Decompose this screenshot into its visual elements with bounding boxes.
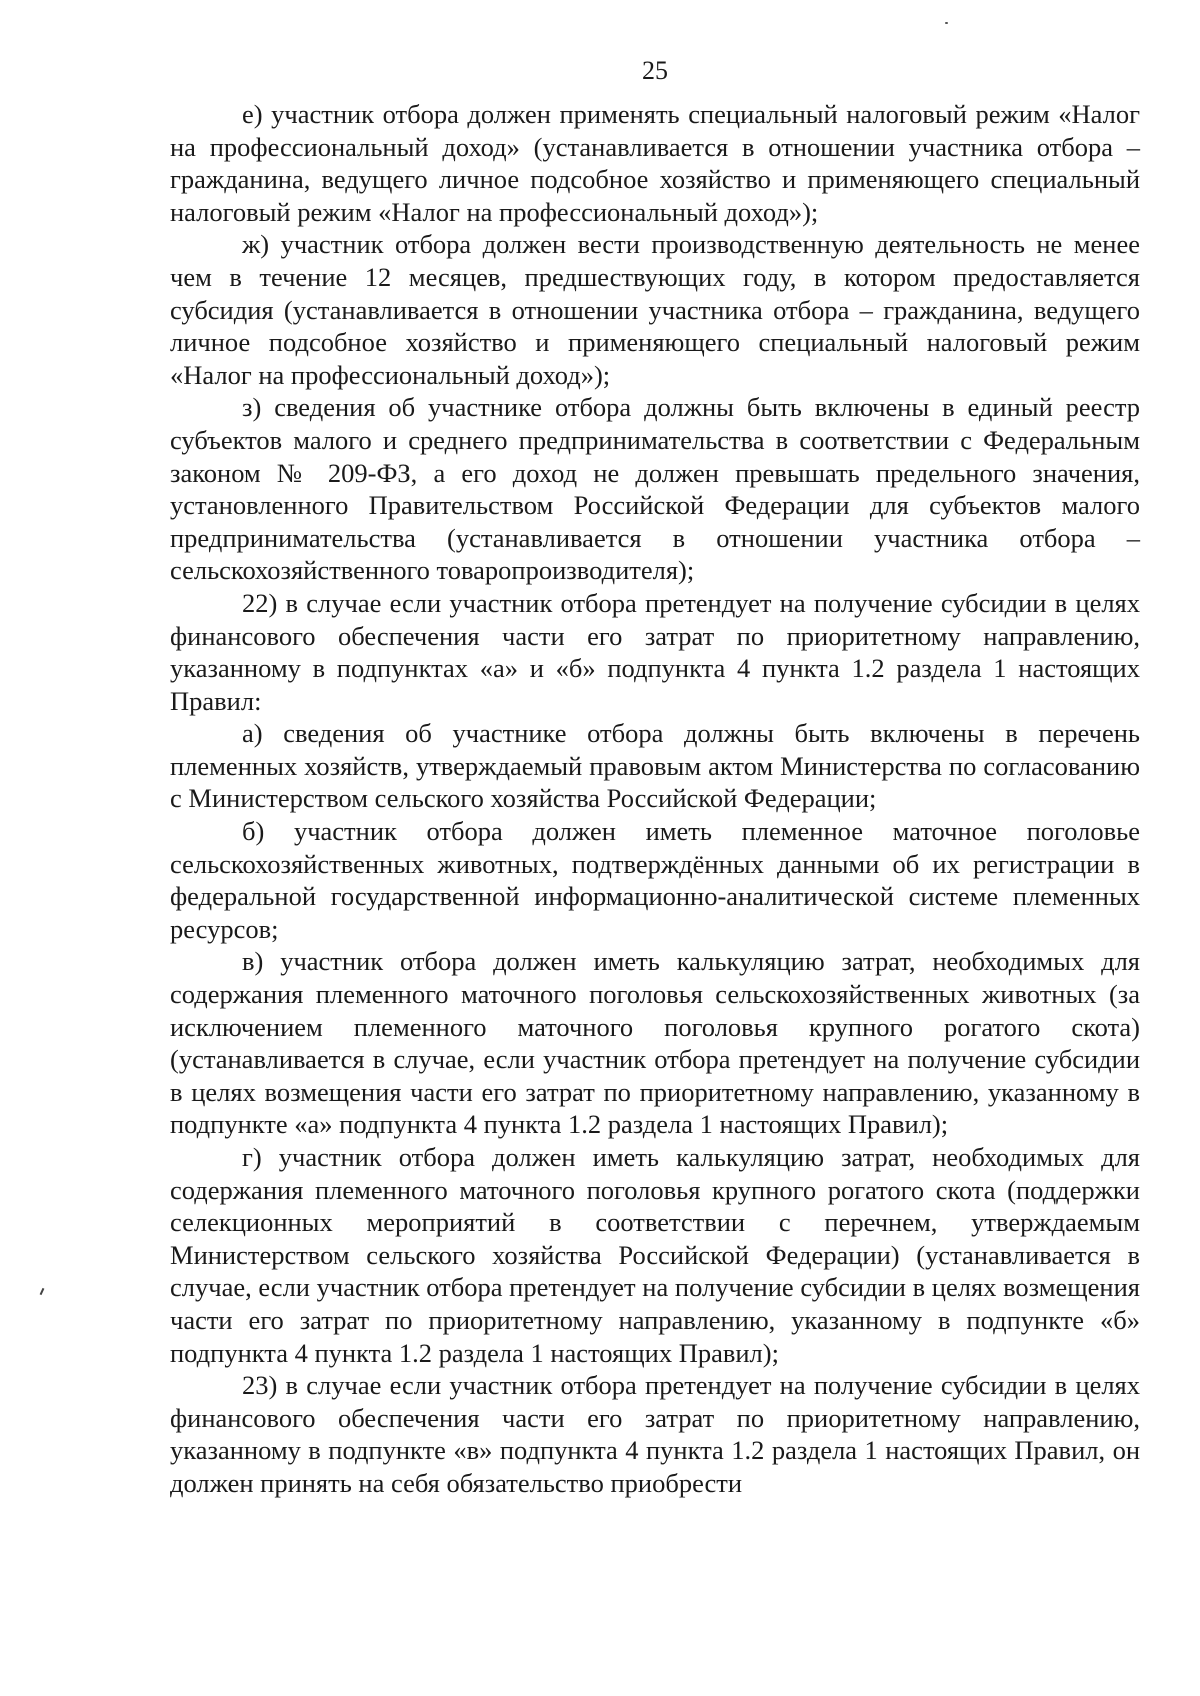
paragraph-item-z: з) сведения об участнике отбора должны быть включены в единый реестр субъектов малого и среднего предпринимательства в соответствии с Федеральным законом № 209-ФЗ, а его доход не должен превышать предельного значения, установленного Правительством Российской Федерации для субъектов малого предпринимательства (устанавливается в отношении участника отбора – сельскохозяйственного товаропроизводителя); [170,392,1140,586]
page-number: 25 [642,56,668,85]
paragraph-item-zh: ж) участник отбора должен вести производственную деятельность не менее чем в течение 12 месяцев, предшествующих году, в котором предоставляется субсидия (устанавливается в отношении участника отбора – гражданина, ведущего личное подсобное хозяйство и применяющего специальный налоговый режим «Налог на профессиональный доход»); [170,229,1140,390]
scan-speck [945,22,948,24]
body-text [170,98,1140,1500]
paragraph-item-g: г) участник отбора должен иметь калькуляцию затрат, необходимых для содержания племенного маточного поголовья крупного рогатого скота (поддержки селекционных мероприятий в соответствии с перечнем, утверждаемым Министерством сельского хозяйства Российской Федерации) (устанавливается в случае, если участник отбора претендует на получение субсидии в целях возмещения части его затрат по приоритетному направлению, указанному в подпункте «б» подпункта 4 пункта 1.2 раздела 1 настоящих Правил); [170,1142,1140,1368]
paragraph-item-b: б) участник отбора должен иметь племенное маточное поголовье сельскохозяйственных животных, подтверждённых данными об их регистрации в федеральной государственной информационно-аналитической системе племенных ресурсов; [170,816,1140,944]
paragraph-item-e: е) участник отбора должен применять специальный налоговый режим «Налог на профессиональный доход» (устанавливается в отношении участника отбора – гражданина, ведущего личное подсобное хозяйство и применяющего специальный налоговый режим «Налог на профессиональный доход»); [170,99,1140,227]
paragraph-item-a: а) сведения об участнике отбора должны быть включены в перечень племенных хозяйств, утверждаемый правовым актом Министерства по согласованию с Министерством сельского хозяйства Российской Федерации; [170,718,1140,814]
paragraph-item-v: в) участник отбора должен иметь калькуляцию затрат, необходимых для содержания племенного маточного поголовья сельскохозяйственных животных (за исключением племенного маточного поголовья крупного рогатого скота) (устанавливается в случае, если участник отбора претендует на получение субсидии в целях возмещения части его затрат по приоритетному направлению, указанному в подпункте «а» подпункта 4 пункта 1.2 раздела 1 настоящих Правил); [170,946,1140,1140]
paragraph-22: 22) в случае если участник отбора претендует на получение субсидии в целях финансового обеспечения части его затрат по приоритетному направлению, указанному в подпунктах «а» и «б» подпункта 4 пункта 1.2 раздела 1 настоящих Правил: [170,587,1140,716]
scan-speck [40,1288,45,1295]
paragraph-23: 23) в случае если участник отбора претендует на получение субсидии в целях финансового обеспечения части его затрат по приоритетному направлению, указанному в подпункте «в» подпункта 4 пункта 1.2 раздела 1 настоящих Правил, он должен принять на себя обязательство приобрести [170,1370,1140,1498]
